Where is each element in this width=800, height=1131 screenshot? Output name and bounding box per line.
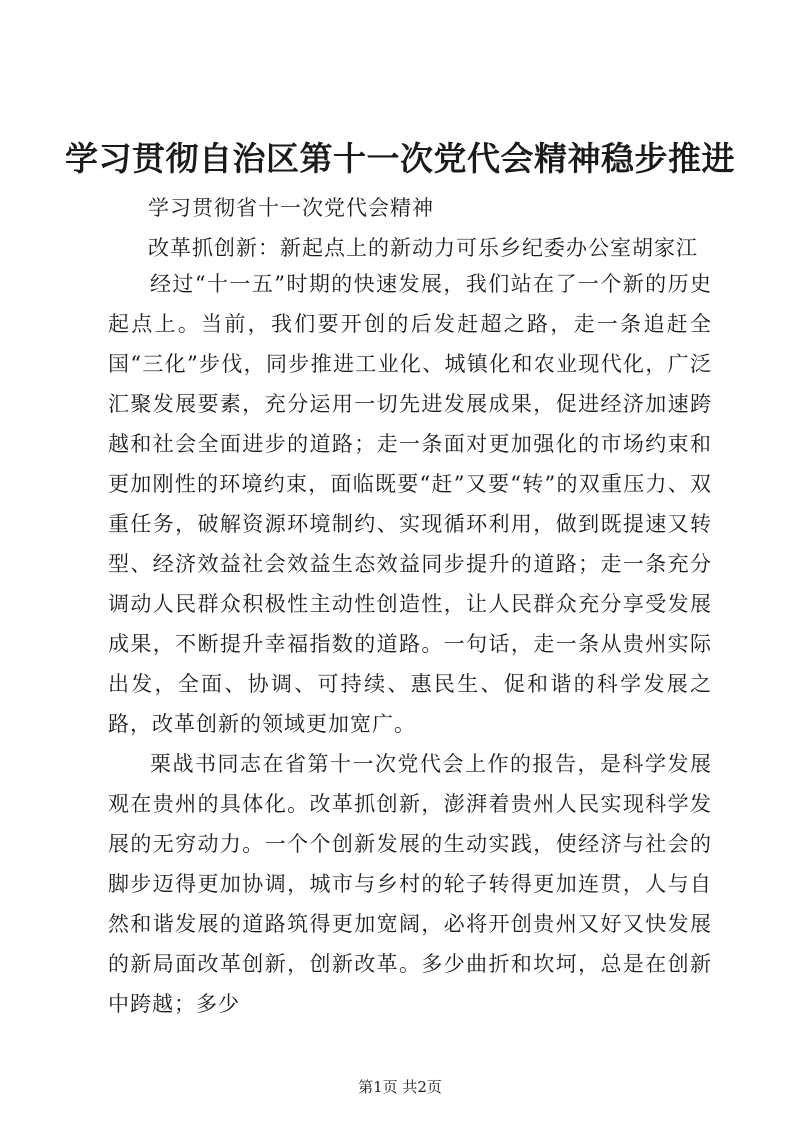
- document-title: 学习贯彻自治区第十一次党代会精神稳步推进: [65, 139, 735, 178]
- page-footer: 第1页 共2页: [358, 1078, 442, 1096]
- document-subheading: 改革抓创新：新起点上的新动力可乐乡纪委办公室胡家江: [148, 236, 698, 260]
- document-subtitle: 学习贯彻省十一次党代会精神: [148, 196, 434, 220]
- body-paragraph: 经过“十一五”时期的快速发展，我们站在了一个新的历史起点上。当前，我们要开创的后发赶超之路，走一条追赶全国“三化”步伐，同步推进工业化、城镇化和农业现代化，广泛汇聚发展要素，充分运用一切先进发展成果，促进经济加速跨越和社会全面进步的道路；走一条面对更加强化的市场约束和更加刚性的环境约束，面临既要“赶”又要“转”的双重压力、双重任务，破解资源环境制约、实现循环利用，做到既提速又转型、经济效益社会效益生态效益同步提升的道路；走一条充分调动人民群众积极性主动性创造性，让人民群众充分享受发展成果，不断提升幸福指数的道路。一句话，走一条从贵州实际出发，全面、协调、可持续、惠民生、促和谐的科学发展之路，改革创新的领域更加宽广。: [108, 272, 712, 736]
- body-paragraph: 栗战书同志在省第十一次党代会上作的报告，是科学发展观在贵州的具体化。改革抓创新，澎湃着贵州人民实现科学发展的无穷动力。一个个创新发展的生动实践，使经济与社会的脚步迈得更加协调，城市与乡村的轮子转得更加连贯，人与自然和谐发展的道路筑得更加宽阔，必将开创贵州又好又快发展的新局面改革创新，创新改革。多少曲折和坎坷，总是在创新中跨越；多少: [108, 752, 712, 1016]
